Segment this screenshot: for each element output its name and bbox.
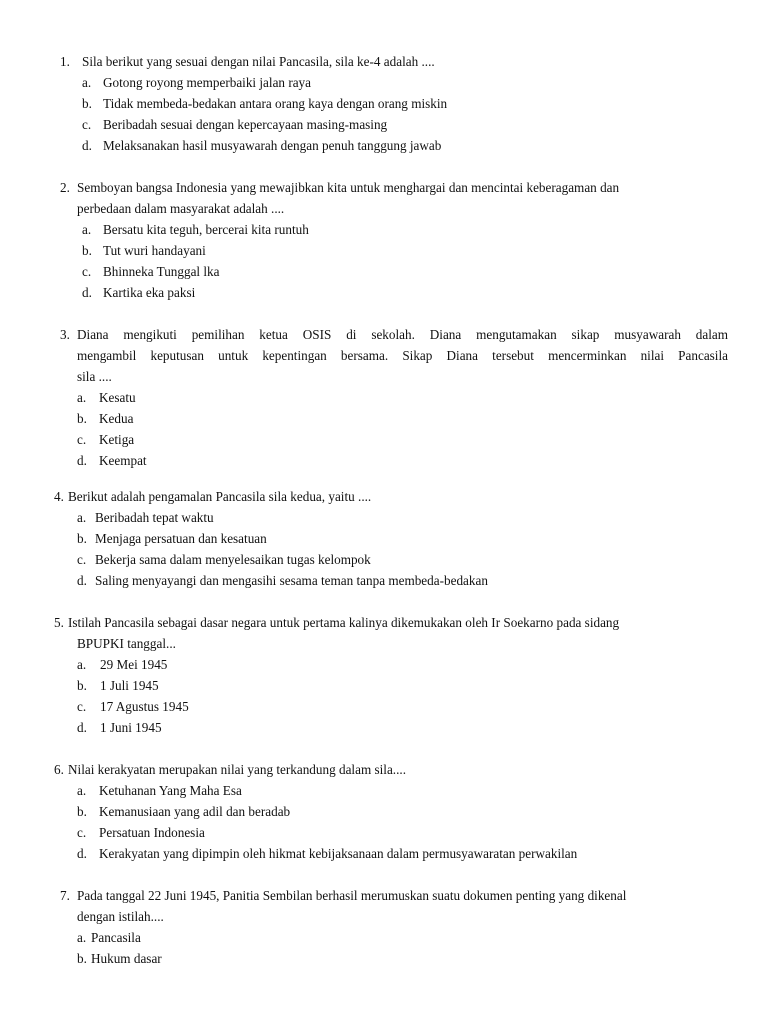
option-text: Tidak membeda-bedakan antara orang kaya dengan orang miskin xyxy=(103,96,448,111)
question-text: Diana mengikuti pemilihan ketua OSIS di sekolah. Diana mengutamakan sikap musyawarah dalam xyxy=(77,327,728,342)
option-c xyxy=(82,264,220,280)
question-text: Semboyan bangsa Indonesia yang mewajibkan kita untuk menghargai dan mencintai keberagaman dan xyxy=(77,180,620,195)
option-d xyxy=(77,846,577,862)
option-c xyxy=(82,117,387,133)
option-text: Persatuan Indonesia xyxy=(99,825,205,840)
option-d xyxy=(77,453,147,469)
option-text: 1 Juni 1945 xyxy=(100,720,162,735)
option-label: c. xyxy=(77,699,87,714)
option-text: 17 Agustus 1945 xyxy=(100,699,189,714)
option-label: c. xyxy=(82,117,92,132)
option-label: d. xyxy=(77,573,87,588)
question-text: Nilai kerakyatan merupakan nilai yang terkandung dalam sila.... xyxy=(68,762,406,777)
question-stem xyxy=(60,180,619,196)
question-stem xyxy=(54,615,619,631)
question-number: 2. xyxy=(60,180,70,195)
option-label: c. xyxy=(77,432,87,447)
question-number: 7. xyxy=(60,888,70,903)
option-label: b. xyxy=(77,531,87,546)
option-label: d. xyxy=(82,285,92,300)
option-text: Tut wuri handayani xyxy=(103,243,206,258)
question-text-continued: BPUPKI tanggal... xyxy=(77,636,176,651)
option-text: Bekerja sama dalam menyelesaikan tugas kelompok xyxy=(95,552,371,567)
option-label: b. xyxy=(82,243,92,258)
option-d xyxy=(82,138,441,154)
option-text: Gotong royong memperbaiki jalan raya xyxy=(103,75,312,90)
option-label: b. xyxy=(77,411,87,426)
option-a xyxy=(77,783,242,799)
option-text: Kartika eka paksi xyxy=(103,285,196,300)
question-number: 3. xyxy=(60,327,70,342)
option-text: Ketiga xyxy=(99,432,135,447)
option-text: Beribadah tepat waktu xyxy=(95,510,214,525)
question-text-continued: perbedaan dalam masyarakat adalah .... xyxy=(77,201,285,216)
question-text-continued: sila .... xyxy=(77,369,112,384)
option-label: a. xyxy=(82,75,92,90)
option-d xyxy=(82,285,195,301)
option-a xyxy=(82,222,309,238)
option-label: d. xyxy=(77,846,87,861)
option-label: c. xyxy=(77,552,87,567)
option-b xyxy=(77,531,267,547)
option-a xyxy=(77,390,136,406)
option-label: a. xyxy=(77,510,87,525)
option-text: Bhinneka Tunggal lka xyxy=(103,264,220,279)
option-label: d. xyxy=(77,720,87,735)
option-a xyxy=(82,75,311,91)
option-text: Kedua xyxy=(99,411,134,426)
option-b xyxy=(77,411,133,427)
option-d xyxy=(77,573,488,589)
option-text: Hukum dasar xyxy=(91,951,162,966)
question-number: 5. xyxy=(54,615,64,630)
option-text: Bersatu kita teguh, bercerai kita runtuh xyxy=(103,222,309,237)
question-stem xyxy=(54,762,406,778)
option-b xyxy=(82,96,447,112)
option-label: c. xyxy=(82,264,92,279)
question-text-continued: dengan istilah.... xyxy=(77,909,164,924)
option-c xyxy=(77,699,189,715)
option-label: a. xyxy=(77,657,87,672)
option-text: Kesatu xyxy=(99,390,136,405)
question-text: Sila berikut yang sesuai dengan nilai Pancasila, sila ke-4 adalah .... xyxy=(82,54,435,69)
option-text: Kerakyatan yang dipimpin oleh hikmat kebijaksanaan dalam permusyawaratan perwakilan xyxy=(99,846,578,861)
option-a xyxy=(77,657,167,673)
option-text: Pancasila xyxy=(91,930,141,945)
option-c xyxy=(77,825,205,841)
option-c xyxy=(77,432,134,448)
option-label: c. xyxy=(77,825,87,840)
question-text-continued: mengambil keputusan untuk kepentingan bersama. Sikap Diana tersebut mencerminkan nilai Pancasila xyxy=(77,348,728,363)
option-b xyxy=(77,678,159,694)
option-b xyxy=(82,243,206,259)
question-number: 6. xyxy=(54,762,64,777)
question-stem xyxy=(54,489,371,505)
option-label: a. xyxy=(77,783,87,798)
option-text: 29 Mei 1945 xyxy=(100,657,168,672)
option-label: d. xyxy=(77,453,87,468)
option-a xyxy=(77,510,214,526)
option-text: 1 Juli 1945 xyxy=(100,678,159,693)
option-label: d. xyxy=(82,138,92,153)
option-text: Saling menyayangi dan mengasihi sesama teman tanpa membeda-bedakan xyxy=(95,573,488,588)
option-text: Beribadah sesuai dengan kepercayaan masing-masing xyxy=(103,117,388,132)
question-stem xyxy=(60,327,77,343)
option-label: a. xyxy=(77,930,87,945)
option-label: a. xyxy=(82,222,92,237)
question-stem xyxy=(60,888,626,904)
question-text: Pada tanggal 22 Juni 1945, Panitia Sembilan berhasil merumuskan suatu dokumen penting yang dikenal xyxy=(77,888,627,903)
option-label: b. xyxy=(77,678,87,693)
option-text: Keempat xyxy=(99,453,147,468)
option-label: b. xyxy=(82,96,92,111)
question-text: Berikut adalah pengamalan Pancasila sila kedua, yaitu .... xyxy=(68,489,372,504)
option-d xyxy=(77,720,162,736)
option-text: Menjaga persatuan dan kesatuan xyxy=(95,531,267,546)
option-c xyxy=(77,552,371,568)
option-label: a. xyxy=(77,390,87,405)
option-b xyxy=(77,951,162,967)
option-text: Kemanusiaan yang adil dan beradab xyxy=(99,804,291,819)
question-number: 4. xyxy=(54,489,64,504)
option-text: Ketuhanan Yang Maha Esa xyxy=(99,783,242,798)
question-stem xyxy=(60,54,435,70)
option-b xyxy=(77,804,290,820)
option-a xyxy=(77,930,141,946)
option-text: Melaksanakan hasil musyawarah dengan penuh tanggung jawab xyxy=(103,138,442,153)
option-label: b. xyxy=(77,804,87,819)
question-number: 1. xyxy=(60,54,70,69)
question-text: Istilah Pancasila sebagai dasar negara untuk pertama kalinya dikemukakan oleh Ir Soekarno pada sidang xyxy=(68,615,620,630)
option-label: b. xyxy=(77,951,87,966)
